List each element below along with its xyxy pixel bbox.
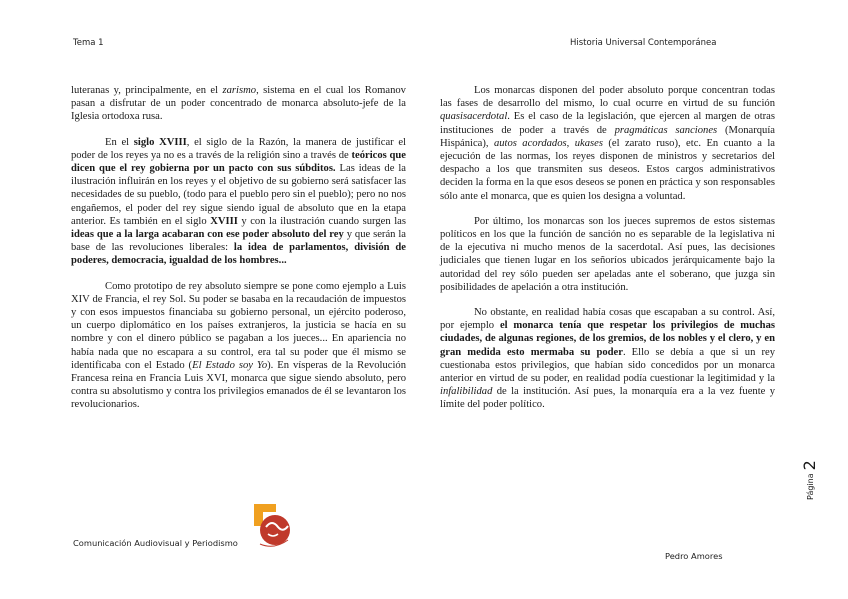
- italic-text: El Estado soy Yo: [192, 359, 268, 371]
- text-run: , sistema en el cual los Romanov pasan a disfrutar de un poder concentrado de monarca absoluto-jefe de la Iglesia ortodoxa rusa.: [71, 85, 406, 123]
- italic-text: zarismo: [222, 85, 257, 96]
- right-text-column: [440, 84, 775, 424]
- paragraph: [71, 84, 406, 124]
- bold-text: XVIII: [210, 215, 238, 227]
- text-run: , el siglo de la Razón, la manera de justificar el poder de los reyes ya no es a través de la religión sino a través de: [71, 136, 407, 161]
- left-text-column: [71, 84, 406, 424]
- italic-text: infalibilidad: [440, 386, 493, 398]
- text-run: No obstante, en realidad había cosas que escapaban a su control. Así, por ejemplo: [440, 307, 775, 332]
- university-logo-icon: [248, 500, 296, 548]
- text-run: . Es el caso de la legislación, que ejercen al margen de otras instituciones de poder a través de: [440, 111, 775, 136]
- page-number-label: Página: [806, 473, 815, 500]
- text-run: En el: [105, 136, 134, 148]
- text-run: Como prototipo de rey absoluto siempre se pone como ejemplo a Luis XIV de Francia, el rey Sol. Su poder se basaba en la recaudación de impuestos y con esos impuestos financiaba su gobierno personal, un ejército poderoso, un cuerpo diplomático en los países extranjeros, la justicia se hacía en su nombre y con el dinero público se pagaban a los jueces... En apariencia no había nada que no escapara a su control, era tal su poder que él mismo se identificaba con el Estado (: [71, 280, 406, 371]
- text-run: Los monarcas disponen del poder absoluto porque concentran todas las fases de desarrollo del mismo, lo cual ocurre en virtud de su función: [440, 85, 775, 110]
- text-run: Por último, los monarcas son los jueces supremos de estos sistemas políticos en los que la función de sanción no es separable de la legislativa ni de la ejecutiva ni mucho menos de la sacerdotal. Así pues, las decisiones judiciales que tienen lugar en los señoríos ubicados jerárquicamente bajo la autoridad del rey sólo pueden ser apeladas ante el soberano, que juzga sin posibilidades de apelación a otra institución.: [440, 215, 775, 293]
- text-run: luteranas y, principalmente, en el: [71, 85, 223, 96]
- header-left-topic: Tema 1: [73, 38, 104, 48]
- paragraph: [440, 306, 775, 412]
- italic-text: ukases: [574, 137, 603, 149]
- bold-text: ideas que a la larga acabaran con ese poder absoluto del rey: [71, 229, 344, 241]
- text-run: ). En vísperas de la Revolución Francesa reina en Francia Luis XVI, monarca que sigue siendo absoluto, pero contra su absolutismo y contra los privilegios emanados de él se levantaron los revolucionarios.: [71, 359, 407, 411]
- bold-text: la idea de parlamentos, división de poderes, democracia, igualdad de los hombres...: [71, 242, 406, 267]
- italic-text: pragmáticas sanciones: [614, 124, 718, 136]
- text-run: y con la ilustración cuando surgen las: [237, 215, 406, 227]
- italic-text: autos acordados: [493, 137, 567, 149]
- paragraph: [71, 136, 406, 268]
- bold-text: siglo XVIII: [133, 136, 187, 148]
- page-number-value: 2: [800, 460, 819, 471]
- paragraph: [440, 84, 775, 203]
- text-run: (el zarato ruso), etc. En cuanto a la ejecución de las normas, los reyes disponen de ministros y secretarios del despacho a los que transmiten sus deseos. Estos cargos administrativos deciden la forma en la que esos deseos se ponen en práctica y son responsables sólo ante el monarca, que es quien los designa a voluntad.: [440, 137, 776, 202]
- text-run: Las ideas de la ilustración influirán en los reyes y el objetivo de su gobierno será satisfacer las necesidades de su pueblo, (todo para el pueblo pero sin el pueblo); pero no nos engañemos, el poder del rey sigue siendo igual de absoluto que en la etapa anterior. Es también en el siglo: [71, 163, 406, 227]
- bold-text: teóricos que dicen que el rey gobierna por un pacto con sus súbditos.: [71, 149, 406, 175]
- text-run: (Monarquía Hispánica),: [440, 124, 776, 149]
- text-run: . Ello se debía a que si un rey cuestionaba estos privilegios, que habían sido concedidos por un monarca anterior en virtud de su poder, en realidad podía cuestionar la legitimidad y la: [440, 346, 775, 385]
- paragraph: [71, 280, 406, 412]
- bold-text: el monarca tenía que respetar los privilegios de muchas ciudades, de algunas regiones, de los gremios, de los nobles y el clero, y en gran medida esto mermaba su poder: [440, 320, 775, 358]
- text-run: ,: [566, 137, 575, 149]
- footer-author: Pedro Amores: [665, 551, 723, 561]
- text-run: de la institución. Así pues, la monarquía era a la vez fuente y límite del poder político.: [440, 386, 775, 411]
- header-right-subject: Historia Universal Contemporánea: [570, 38, 717, 48]
- italic-text: quasisacerdotal: [440, 111, 508, 123]
- text-run: y que serán la base de las revoluciones liberales:: [71, 229, 406, 254]
- footer-degree: Comunicación Audiovisual y Periodismo: [73, 538, 238, 548]
- page-number: [800, 460, 819, 500]
- paragraph: [440, 215, 775, 294]
